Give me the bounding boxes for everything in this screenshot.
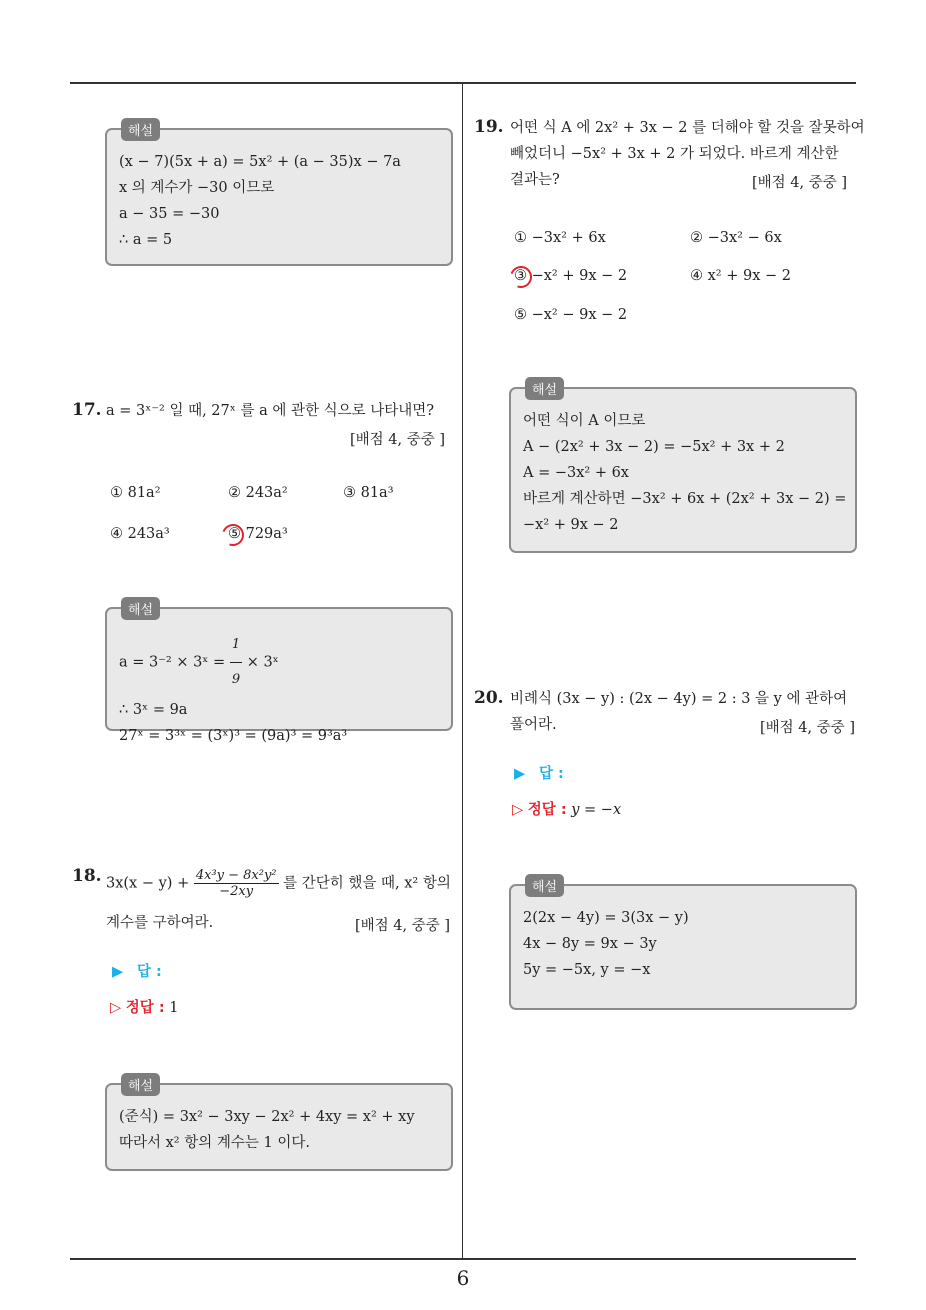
option-4[interactable]: ④ 243a³ — [110, 526, 170, 542]
solution-tag: 해설 — [121, 597, 160, 620]
solution-line: ∴ a = 5 — [119, 232, 173, 248]
option-3[interactable]: ③ −x² + 9x − 2 — [514, 268, 628, 284]
correct-answer-row — [512, 798, 621, 819]
correct-value: 1 — [169, 1000, 179, 1016]
solution-box-16 — [105, 124, 453, 266]
triangle-outline-icon: ▷ — [110, 1000, 122, 1016]
correct-label: 정답 : — [125, 1000, 165, 1016]
question-meta: [배점 4, 중중 ] — [752, 175, 848, 191]
correct-label: 정답 : — [527, 802, 567, 818]
play-icon: ▶ — [112, 964, 124, 980]
option-1[interactable]: ① 81a² — [110, 485, 161, 501]
solution-line — [119, 628, 437, 697]
column-divider — [462, 82, 463, 1260]
question-meta: [배점 4, 중중 ] — [350, 432, 446, 448]
question-number: 20. — [474, 688, 504, 708]
solution-text: a = 3⁻² × 3ˣ = — [119, 654, 230, 671]
solution-box-19 — [509, 383, 857, 553]
fraction-numerator: 4x³y − 8x²y² — [195, 868, 277, 883]
question-text: 계수를 구하여라. — [106, 915, 214, 931]
question-text: a = 3ˣ⁻² 일 때, 27ˣ 를 a 에 관한 식으로 나타내면? — [106, 403, 435, 419]
bottom-rule — [70, 1258, 856, 1260]
solution-line: 따라서 x² 항의 계수는 1 이다. — [119, 1135, 310, 1151]
fraction-numerator: 1 — [230, 628, 242, 663]
option-5[interactable]: ⑤ 729a³ — [228, 526, 288, 542]
solution-line: (x − 7)(5x + a) = 5x² + (a − 35)x − 7a — [119, 154, 401, 170]
solution-text: × 3ˣ — [242, 654, 279, 671]
solution-line: A − (2x² + 3x − 2) = −5x² + 3x + 2 — [523, 439, 785, 455]
solution-line: 4x − 8y = 9x − 3y — [523, 936, 657, 952]
option-5[interactable]: ⑤ −x² − 9x − 2 — [514, 307, 628, 323]
answer-row — [514, 762, 564, 783]
solution-tag: 해설 — [525, 874, 564, 897]
solution-line: 27ˣ = 3³ˣ = (3ˣ)³ = (9a)³ = 9³a³ — [119, 728, 348, 744]
solution-tag: 해설 — [121, 1073, 160, 1096]
solution-line: −x² + 9x − 2 — [523, 517, 619, 533]
answer-row — [112, 960, 162, 981]
solution-tag: 해설 — [121, 118, 160, 141]
question-number: 19. — [474, 117, 504, 137]
question-number: 18. — [72, 866, 102, 886]
fraction-denominator: 9 — [231, 672, 241, 687]
solution-line: 어떤 식이 A 이므로 — [523, 413, 646, 429]
triangle-outline-icon: ▷ — [512, 802, 524, 818]
fraction — [194, 868, 279, 899]
question-number: 17. — [72, 400, 102, 420]
fraction — [230, 628, 242, 697]
solution-box-17 — [105, 603, 453, 744]
solution-box-20 — [509, 880, 857, 1010]
option-1[interactable]: ① −3x² + 6x — [514, 230, 606, 246]
answer-label: 답 : — [136, 964, 162, 980]
fraction-denominator: −2xy — [219, 884, 254, 899]
question-text: 풀어라. — [510, 717, 557, 733]
answer-circle-mark — [506, 262, 535, 291]
solution-line: x 의 계수가 −30 이므로 — [119, 180, 275, 196]
option-2[interactable]: ② −3x² − 6x — [690, 230, 782, 246]
option-3[interactable]: ③ 81a³ — [343, 485, 394, 501]
question-text — [106, 868, 451, 899]
solution-line: a − 35 = −30 — [119, 206, 220, 222]
correct-value: y = −x — [571, 802, 622, 818]
option-4[interactable]: ④ x² + 9x − 2 — [690, 268, 791, 284]
option-2[interactable]: ② 243a² — [228, 485, 288, 501]
solution-line: (준식) = 3x² − 3xy − 2x² + 4xy = x² + xy — [119, 1109, 415, 1125]
question-text: 결과는? — [510, 172, 560, 188]
question-text: 빼었더니 −5x² + 3x + 2 가 되었다. 바르게 계산한 — [510, 146, 839, 162]
answer-circle-mark — [218, 520, 247, 549]
question-text-part: 3x(x − y) + — [106, 875, 194, 892]
answer-label: 답 : — [538, 766, 564, 782]
question-text-part: 를 간단히 했을 때, x² 항의 — [278, 875, 451, 892]
question-text: 어떤 식 A 에 2x² + 3x − 2 를 더해야 할 것을 잘못하여 — [510, 120, 865, 136]
solution-line: 2(2x − 4y) = 3(3x − y) — [523, 910, 689, 926]
solution-tag: 해설 — [525, 377, 564, 400]
page-number: 6 — [456, 1266, 470, 1290]
play-icon: ▶ — [514, 766, 526, 782]
correct-answer-row — [110, 996, 178, 1017]
solution-line: 바르게 계산하면 −3x² + 6x + (2x² + 3x − 2) = — [523, 491, 847, 507]
top-rule — [70, 82, 856, 84]
solution-box-18 — [105, 1079, 453, 1171]
solution-line: 5y = −5x, y = −x — [523, 962, 651, 978]
question-text: 비례식 (3x − y) : (2x − 4y) = 2 : 3 을 y 에 관하여 — [510, 691, 848, 707]
solution-line: A = −3x² + 6x — [523, 465, 629, 481]
question-meta: [배점 4, 중중 ] — [760, 720, 856, 736]
question-meta: [배점 4, 중중 ] — [355, 918, 451, 934]
solution-line: ∴ 3ˣ = 9a — [119, 702, 188, 718]
